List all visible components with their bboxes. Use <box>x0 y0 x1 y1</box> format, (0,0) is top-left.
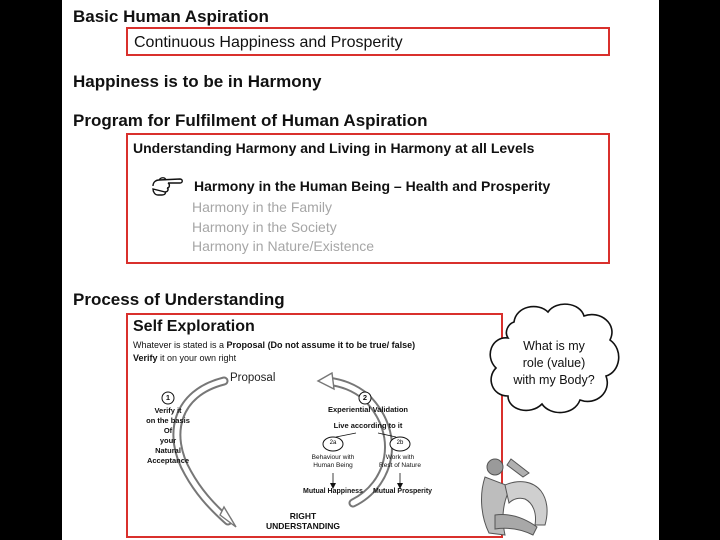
program-item-nature: Harmony in Nature/Existence <box>192 238 375 254</box>
program-item-society: Harmony in the Society <box>192 219 337 235</box>
work-label <box>370 454 430 470</box>
verify-text-line: on the basis <box>146 416 190 425</box>
aspiration-heading: Basic Human Aspiration <box>73 7 269 26</box>
bubble-line: with my Body? <box>513 373 595 387</box>
program-box-title: Understanding Harmony and Living in Harmony at all Levels <box>133 140 535 156</box>
process-heading: Process of Understanding <box>73 290 285 309</box>
self-exploration-title: Self Exploration <box>133 318 255 335</box>
experiential-validation: Experiential Validation <box>327 405 409 414</box>
mutual-happiness: Mutual Happiness <box>303 488 363 495</box>
work-line: Rest of Nature <box>379 462 421 469</box>
verify-text-line: Natural <box>155 446 181 455</box>
verify-text-line: Of <box>163 426 173 435</box>
program-box <box>126 133 610 264</box>
node-2a-label: 2a <box>329 440 337 446</box>
live-according: Live according to it <box>333 421 403 430</box>
verify-line-post: it on your own right <box>157 353 237 363</box>
program-item-family: Harmony in the Family <box>192 199 333 215</box>
proposal-line <box>133 340 415 350</box>
left-step-number: 1 <box>165 393 171 402</box>
self-exploration-box <box>126 313 503 538</box>
right-step-number: 2 <box>362 393 368 402</box>
proposal-line-post: (Do not assume it to be true/ false) <box>265 340 416 350</box>
bubble-line: role (value) <box>522 356 586 370</box>
verify-basis-text <box>136 406 200 466</box>
happiness-heading: Happiness is to be in Harmony <box>73 72 322 91</box>
proposal-line-pre: Whatever is stated is a <box>133 340 227 350</box>
verify-line-bold: Verify <box>133 353 158 363</box>
program-heading: Program for Fulfilment of Human Aspiration <box>73 111 428 130</box>
node-2b-label: 2b <box>396 440 404 446</box>
behaviour-line: Human Being <box>313 462 353 469</box>
verify-text-line: your <box>159 436 177 445</box>
thought-bubble-text <box>494 338 614 389</box>
bubble-line: What is my <box>523 339 585 353</box>
mutual-prosperity: Mutual Prosperity <box>372 488 433 495</box>
proposal-line-bold: Proposal <box>226 340 266 350</box>
aspiration-box <box>126 27 610 56</box>
work-line: Work with <box>385 454 415 461</box>
aspiration-text: Continuous Happiness and Prosperity <box>134 34 403 51</box>
verify-text-line: Acceptance <box>146 456 190 465</box>
behaviour-line: Behaviour with <box>311 454 355 461</box>
verify-text-line: Verify it <box>154 406 182 415</box>
slide <box>62 0 659 540</box>
right-understanding <box>258 511 348 531</box>
yoga-figure-image <box>475 455 555 540</box>
behaviour-label <box>303 454 363 470</box>
proposal-label: Proposal <box>230 372 276 384</box>
right-understanding-line: RIGHT <box>289 511 317 521</box>
highlighted-item: Harmony in the Human Being – Health and Prosperity <box>194 178 551 194</box>
verify-line <box>133 353 236 363</box>
right-understanding-line: UNDERSTANDING <box>266 521 340 531</box>
pointing-hand-icon <box>150 174 186 196</box>
